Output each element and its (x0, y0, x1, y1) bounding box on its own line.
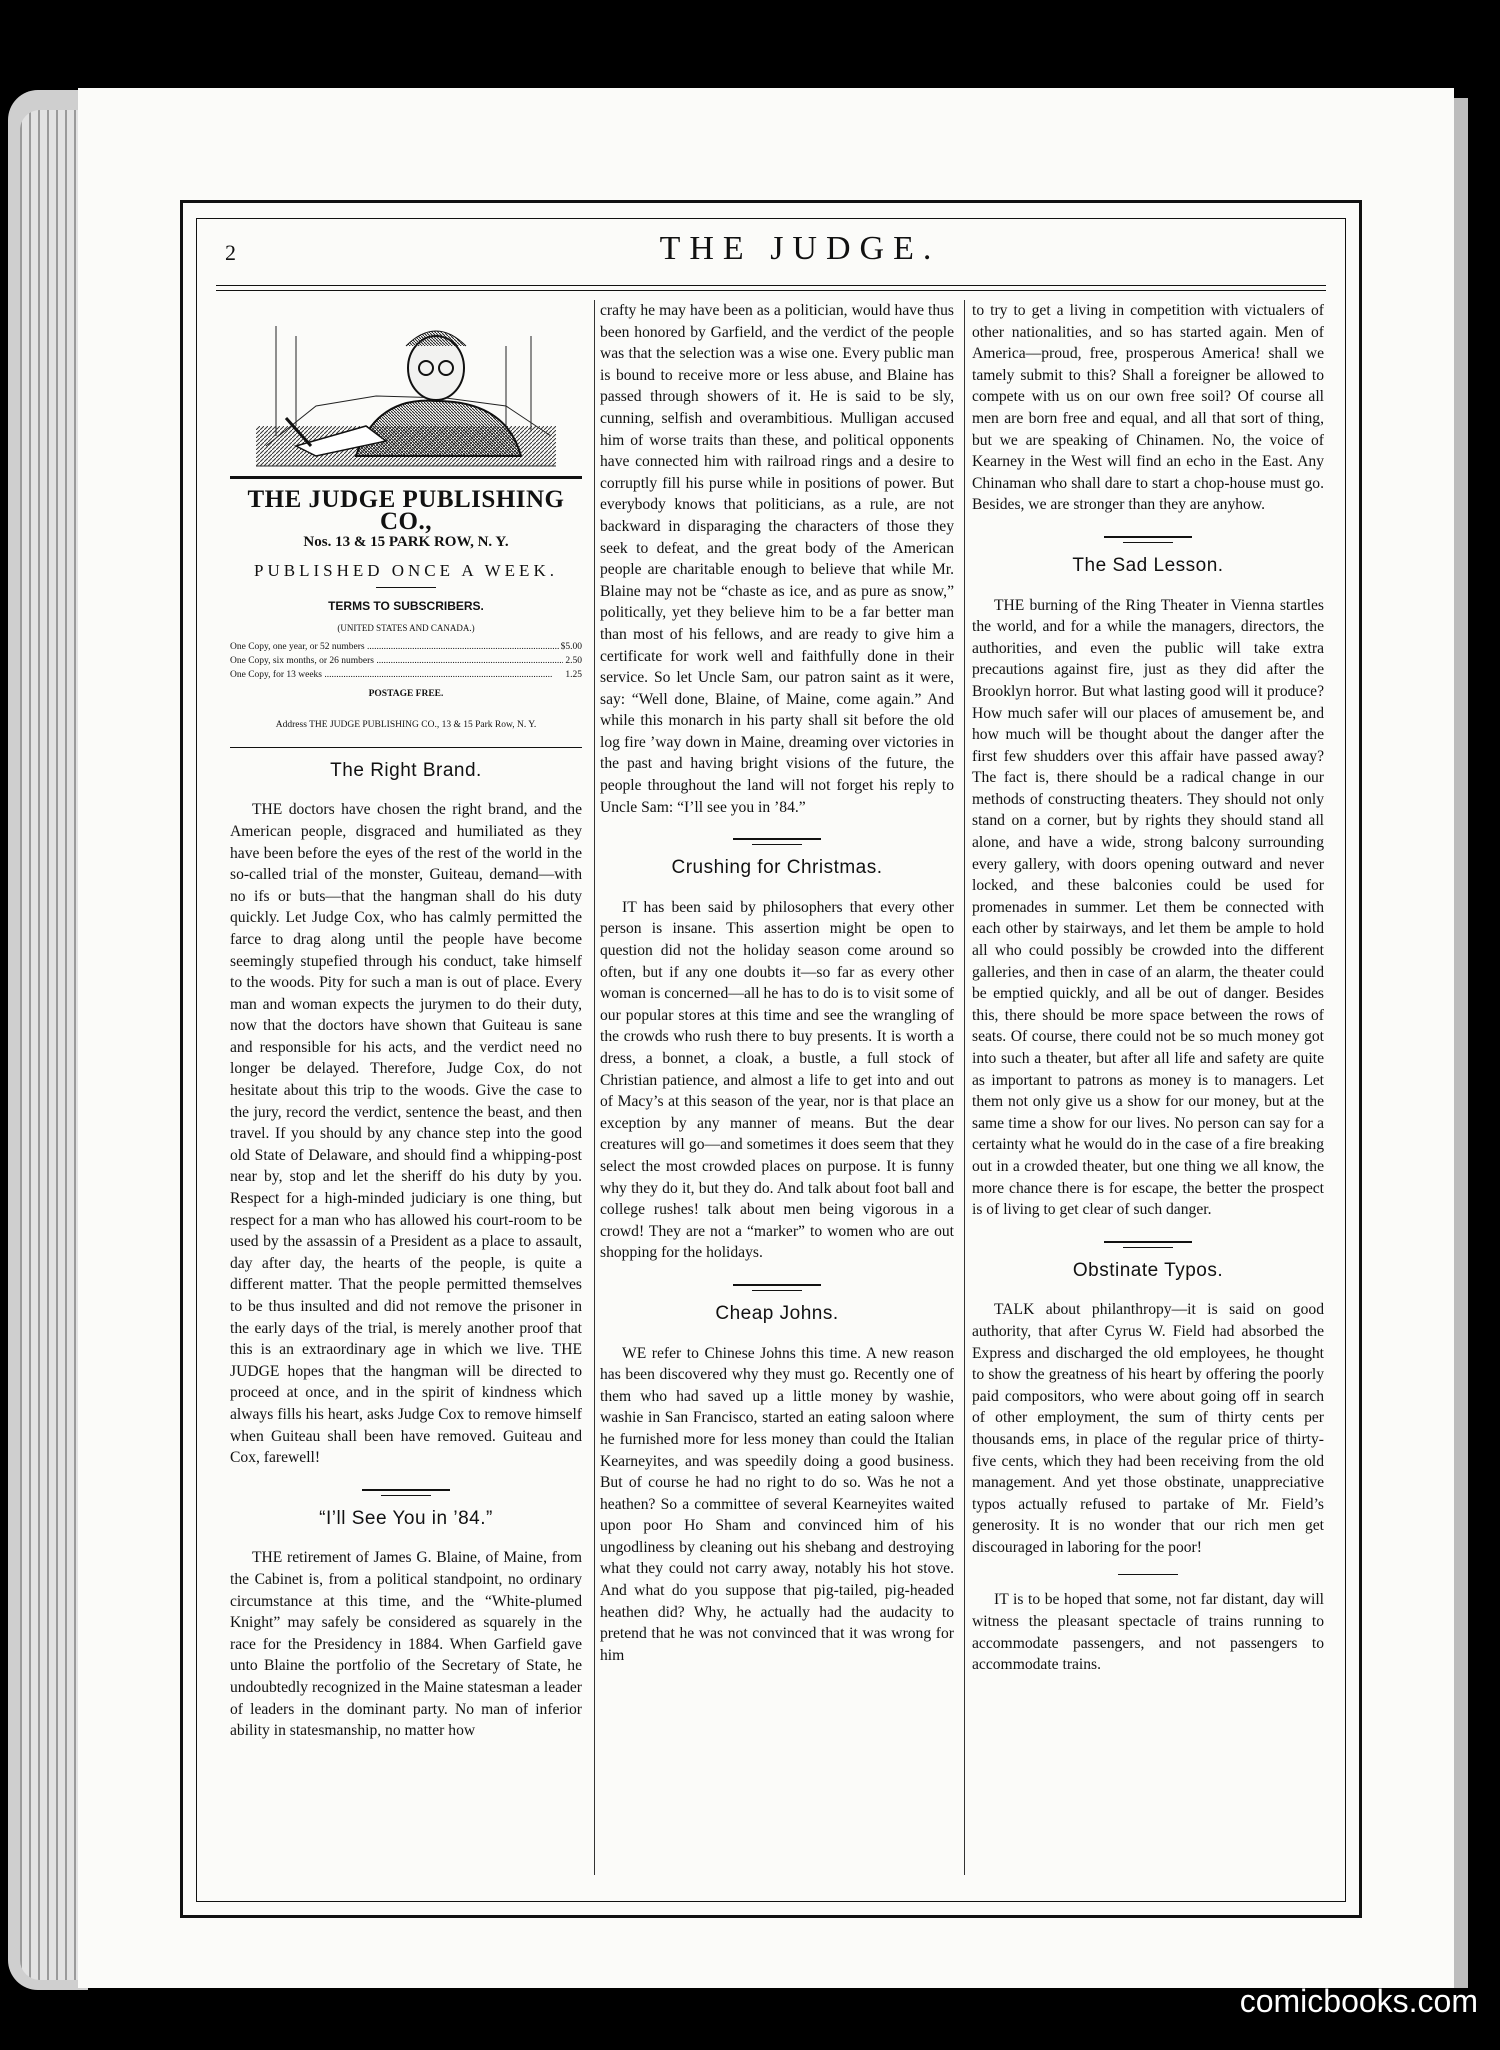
article-title-typos: Obstinate Typos. (1072, 1259, 1224, 1281)
article-separator-small (381, 1495, 431, 1496)
terms-label: One Copy, for 13 weeks ..... (230, 668, 563, 682)
article-title-sad-lesson: The Sad Lesson. (1072, 554, 1224, 576)
article-title-crushing: Crushing for Christmas. (671, 857, 883, 879)
column-2 (600, 300, 954, 1674)
column-divider-2 (964, 300, 965, 1875)
article-body-see-you-84: THE retirement of James G. Blaine, of Maine, from the Cabinet is, from a political standpoint, no ordinary circumstance at this time, and the “White-plumed Knight” may safely be considered as squarely in the race for the Presidency in 1884. When Garfield gave unto Blaine the portfolio of the Secretary of State, he undoubtedly recognized in the Maine statesman a leader of leaders in the dominant party. No man of inferior ability in statesmanship, no matter how (230, 1549, 582, 1740)
publisher-rule (230, 476, 582, 479)
article-separator (1104, 536, 1192, 538)
article-separator-thin (1118, 1574, 1178, 1575)
terms-price: $5.00 (560, 641, 582, 652)
terms-row (230, 654, 582, 668)
article-body-right-brand: THE doctors have chosen the right brand, and the American people, disgraced and humiliated as they have been before the eyes of the rest of the world in the so-called trial of the monster, Guiteau, demand—with no ifs or buts—that the hangman shall do his duty quickly. Let Judge Cox, who has calmly permitted the farce to drag along until the people have become seemingly stupefied through his conduct, take himself to the woods. Pity for such a man is out of place. Every man and woman expects the jurymen to do their duty, now that the doctors have shown that Guiteau is sane and responsible for his acts, and the verdict need no longer be delayed. Therefore, Judge Cox, do not hesitate about this trip to the woods. Give the case to the jury, record the verdict, sentence the beast, and then travel. If you should by any chance step into the good old State of Delaware, and should find a whipping-post near by, stop and let the sheriff do his duty by you. Respect for a high-minded judiciary is one thing, but respect for a man who has allowed his court-room to be used by the assassin of a President as a place to assault, day after day, the hearts of the people, is quite a different matter. That the people permitted themselves to be thus insulted and did not remove the prisoner in the early days of the trial, is merely another proof that this is an extraordinary age in which we live. THE JUDGE hopes that the hangman will be directed to proceed at once, and in the spirit of kindness which always fills his heart, asks Judge Cox to remove himself when Guiteau shall been have removed. Guiteau and Cox, farewell! (230, 801, 582, 1467)
article-body-closing: IT is to be hoped that some, not far distant, day will witness the pleasant spectacle of trains running to accommodate passengers, and not passengers to accommodate trains. (972, 1591, 1324, 1674)
article-title-cheap-johns: Cheap Johns. (715, 1302, 839, 1324)
article-body-cheap-johns: WE refer to Chinese Johns this time. A new reason has been discovered why they must go. Recently one of them who had saved up a little money by washie, washie in San Francisco, started an eating saloon where he furnished more for less money than could the Italian Kearneyites, and was speedily doing a good business. But of course he had no right to do so. Was he not a heathen? So a committee of several Kearneyites waited upon poor Ho Sham and convinced him of his ungodliness by cleaning out his shebang and destroying what they could not carry away, notably his hot stove. And what do you suppose that pig-tailed, pig-headed heathen did? Why, he actually had the audacity to pretend that he was not convinced that it was wrong for him (600, 1344, 954, 1664)
publication-frequency: PUBLISHED ONCE A WEEK. (254, 560, 558, 580)
article-body-crushing: IT has been said by philosophers that every other person is insane. This assertion might be open to question did not the holiday season come around so often, but if any one doubts it—so far as every other woman is concerned—all he has to do is to visit some of our popular stores at this time and see the wrangling of the crowds who rush there to buy presents. It is worth a dress, a bonnet, a cloak, a bustle, a full stock of Christian patience, and almost a life to get into and out of Macy’s at this season of the year, nor is that place an exception by any manner of means. But the dear creatures will go—and sometimes it does seem that they select the most crowded places on purpose. It is funny why they do it, but they do. And talk about foot ball and college rushes! talk about men being vigorous in a crowd! They are not a “marker” to women who are out shopping for the holidays. (600, 898, 954, 1262)
terms-price: 1.25 (565, 669, 582, 680)
article-separator-small (1123, 542, 1173, 543)
terms-label: One Copy, six months, or 26 numbers ..... (230, 654, 563, 668)
article-separator-small (752, 1290, 802, 1291)
watermark: comicbooks.com (1239, 1983, 1478, 2019)
article-body-cheap-johns-cont: to try to get a living in competition with victualers of other nationalities, and so has started again. Men of America—proud, free, prosperous America! shall we tamely submit to this? Shall a foreigner be allowed to compete with us on our own free soil? Of course all men are born free and equal, and all that sort of thing, but we are speaking of Chinamen. No, the voice of Kearney in the West will find an echo in the East. Any Chinaman who shall dare to start a chop-house must go. Besides, we are stronger than they are anyhow. (972, 302, 1324, 514)
column-1 (230, 300, 582, 1750)
header-bottom-rule (230, 747, 582, 748)
masthead-rule-2 (216, 290, 1326, 291)
article-separator (733, 1284, 821, 1286)
terms-label: One Copy, one year, or 52 numbers ..... (230, 640, 559, 654)
terms-heading: TERMS TO SUBSCRIBERS. (328, 599, 484, 614)
article-body-see-you-84-cont: crafty he may have been as a politician, would have thus been honored by Garfield, and the verdict of the people was that the selection was a wise one. Every public man is bound to receive more or less abuse, and Blaine has passed through showers of it. He is said to be sly, cunning, selfish and overambitious. Mulligan accused him of worse traits than these, and political opponents have connected him with railroad rings and a desire to corruptly fill his purse while in positions of power. But everybody knows that politicians, as a rule, are not backward in disparaging the characters of those they seek to defeat, and the great body of the American people are charitable enough to believe that while Mr. Blaine may not be “chaste as ice, and as pure as snow,” politically, yet they believe him to be a far better man than most of his fellows, and are ready to give him a certificate for work well and faithfully done in their service. So let Uncle Sam, our patron saint as it were, say: “Well done, Blaine, of Maine, come again.” And while this monarch in his party shall sit before the old log fire ’way down in Maine, dreaming over victories in the past and having bright visions of the future, the people throughout the land will not forget his reply to Uncle Sam: “I’ll see you in ’84.” (600, 302, 954, 816)
terms-row (230, 640, 582, 654)
article-separator (1104, 1241, 1192, 1243)
masthead-title: THE JUDGE. (659, 230, 941, 267)
article-title-right-brand: The Right Brand. (330, 759, 482, 781)
article-separator-small (1123, 1247, 1173, 1248)
publisher-name: THE JUDGE PUBLISHING CO., (247, 486, 565, 535)
judge-writing-illustration (256, 306, 556, 476)
article-separator-small (752, 844, 802, 845)
article-title-see-you-84: “I’ll See You in ’84.” (319, 1507, 493, 1529)
article-separator (733, 838, 821, 840)
book-page-stack (20, 110, 80, 1980)
postage-note: POSTAGE FREE. (368, 688, 444, 699)
masthead-rule (216, 285, 1326, 286)
terms-price: 2.50 (565, 655, 582, 666)
page-number: 2 (225, 240, 236, 265)
article-separator (362, 1489, 450, 1491)
terms-separator (376, 587, 436, 588)
terms-row (230, 668, 582, 682)
column-3 (972, 300, 1324, 1684)
judge-illustration (256, 306, 556, 476)
article-body-typos: TALK about philanthropy—it is said on good authority, that after Cyrus W. Field had absorbed the Express and discharged the old employees, he thought to show the greatness of his heart by offering the poorly paid compositors, who were about going off in search of other employment, the sum of thirty cents per thousands ems, in place of the regular price of thirty-five cents, which they had been receiving from the old management. And yet those obstinate, unappreciative typos actually refused to partake of Mr. Field’s generosity. It is no wonder that our rich men get discouraged in laboring for the poor! (972, 1301, 1324, 1556)
terms-subheading: (UNITED STATES AND CANADA.) (337, 622, 475, 633)
publisher-address: Nos. 13 & 15 PARK ROW, N. Y. (303, 534, 509, 551)
column-divider-1 (594, 300, 595, 1875)
article-body-sad-lesson: THE burning of the Ring Theater in Vienna startles the world, and for a while the managers, directors, the authorities, and even the public will take extra precautions against fire, just as they did after the Brooklyn horror. But what lasting good will it produce? How much safer will our places of amusement be, and how much will be thought about the danger after the first few shudders over this affair have passed away? The fact is, there should be a radical change in our methods of constructing theaters. They should not only stand on a corner, but by rights they should stand all alone, and have a wide, strong balcony surrounding every gallery, with doors opening outward and never locked, and these balconies could be used for promenades in summer. Let them be connected with each other by stairways, and let them be ample to hold all who could possibly be crowded into the different galleries, and then in case of an alarm, the theater could be emptied quickly, and all be out of danger. Besides this, there should be more space between the rows of seats. Of course, there could not be so much money got into such a theater, but after all life and safety are quite as important to patrons as money is to managers. Let them not only give us a show for our money, but at the same time a show for our lives. No person can say for a certainty what he would do in the case of a fire breaking out in a crowded theater, but one thing we all know, the more chance there is for escape, the better the prospect is of living to get clear of such danger. (972, 596, 1324, 1219)
publisher-address-line: Address THE JUDGE PUBLISHING CO., 13 & 15 Park Row, N. Y. (275, 720, 537, 731)
